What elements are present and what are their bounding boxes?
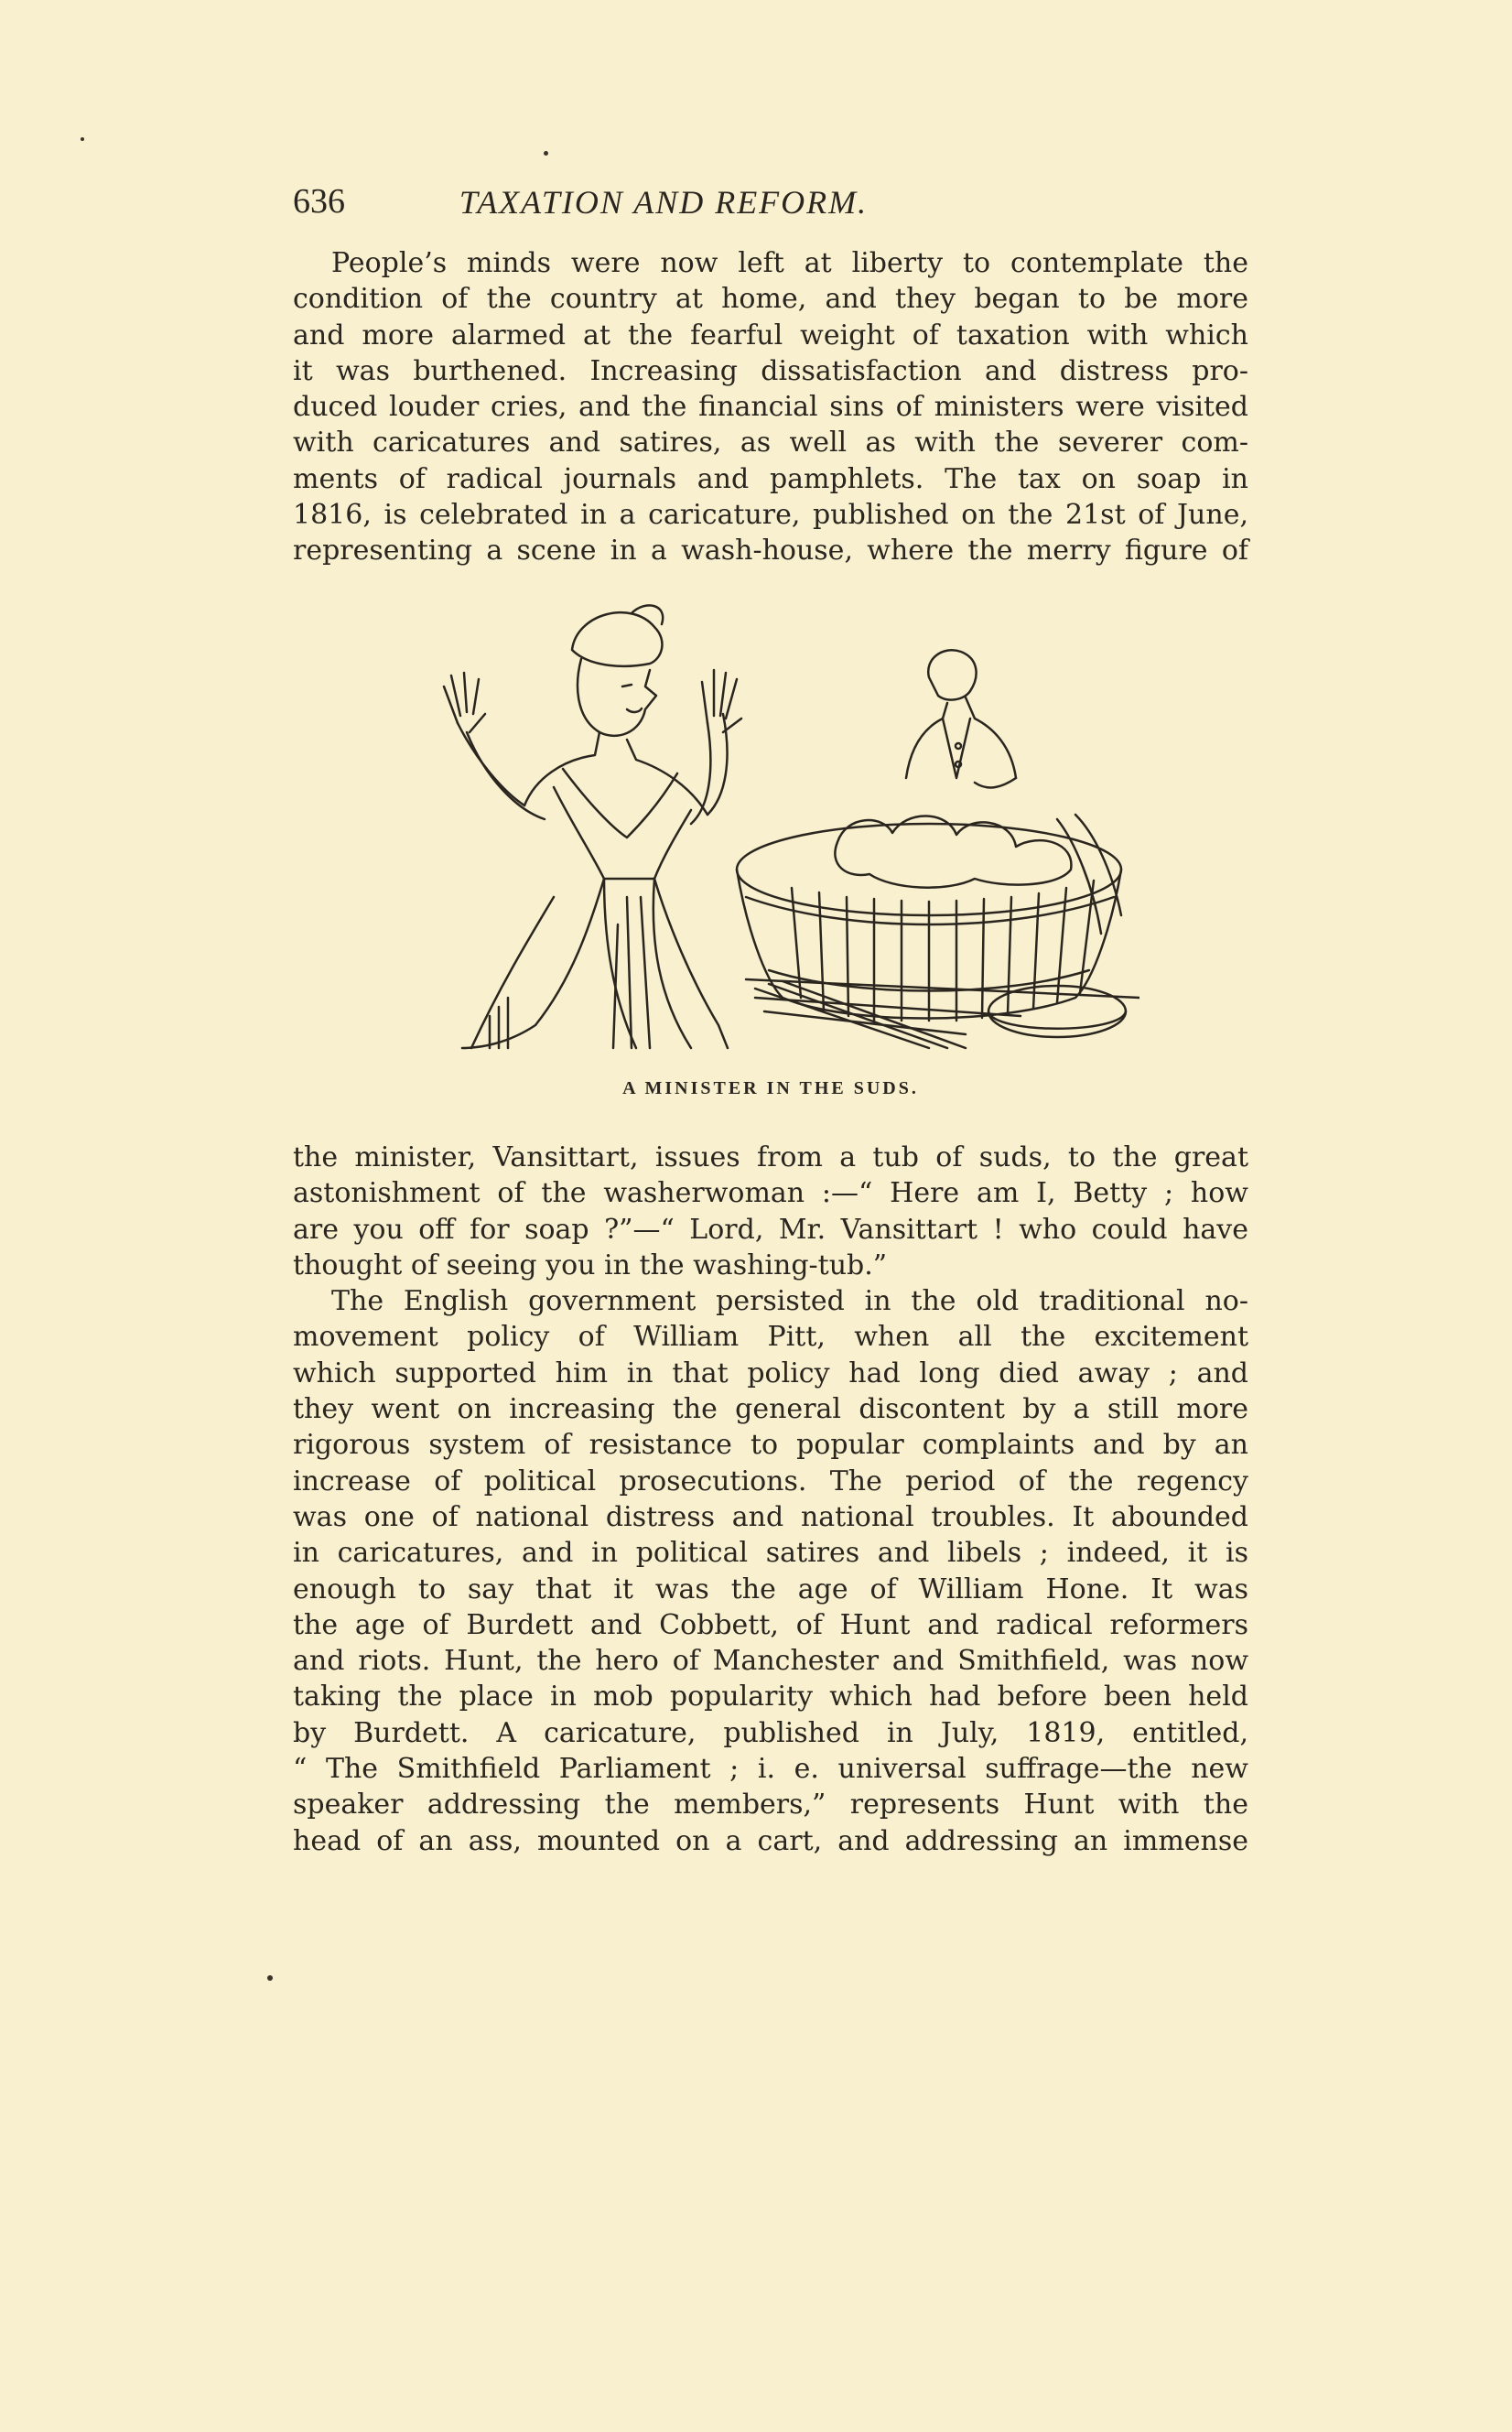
text-line: was one of national distress and national troubles. It abounded [293,1500,1248,1533]
caricature-illustration [416,595,1139,1053]
text-line: ments of radical journals and pamphlets. The tax on soap in [293,462,1248,495]
figure-caption: A MINISTER IN THE SUDS. [622,1078,919,1098]
text-line: rigorous system of resistance to popular complaints and by an [293,1429,1248,1462]
paragraph-opening [293,245,1248,569]
page-number: 636 [293,182,345,221]
text-line: People’s minds were now left at liberty to contemplate the [331,247,1248,279]
text-line: are you off for soap ?”—“ Lord, Mr. Vansittart ! who could have [293,1213,1248,1246]
text-line: increase of political prosecutions. The period of the regency [293,1465,1248,1497]
text-line: The English government persisted in the old traditional no- [331,1285,1248,1318]
text-line: taking the place in mob popularity which had before been held [293,1681,1248,1713]
text-line: speaker addressing the members,” represents Hunt with the [293,1789,1248,1821]
text-line: representing a scene in a wash-house, where the merry figure of [293,535,1248,567]
text-line: condition of the country at home, and they began to be more [293,283,1248,316]
text-line: duced louder cries, and the financial sins of ministers were visited [293,391,1248,424]
text-line: movement policy of William Pitt, when all the excitement [293,1321,1248,1354]
page-header [293,181,1034,227]
text-line: astonishment of the washerwoman :—“ Here am I, Betty ; how [293,1177,1248,1210]
text-line: the age of Burdett and Cobbett, of Hunt and radical reformers [293,1608,1248,1641]
text-line: enough to say that it was the age of William Hone. It was [293,1573,1248,1605]
text-line: 1816, is celebrated in a caricature, published on the 21st of June, [293,499,1248,532]
text-line: “ The Smithfield Parliament ; i. e. universal suffrage—the new [293,1753,1248,1786]
text-line: they went on increasing the general discontent by a still more [293,1393,1248,1426]
text-line: which supported him in that policy had long died away ; and [293,1357,1248,1389]
paragraph-body [293,1140,1248,1859]
text-line: by Burdett. A caricature, published in July, 1819, entitled, [293,1716,1248,1749]
paper-speck [544,151,548,156]
paper-speck [267,1975,273,1981]
text-line: the minister, Vansittart, issues from a tub of suds, to the great [293,1141,1248,1173]
paper-speck [81,137,84,141]
text-line: thought of seeing you in the washing-tub.” [293,1248,888,1281]
text-line: and riots. Hunt, the hero of Manchester and Smithfield, was now [293,1645,1248,1678]
text-line: it was burthened. Increasing dissatisfaction and distress pro- [293,354,1248,387]
text-line: in caricatures, and in political satires and libels ; indeed, it is [293,1537,1248,1570]
text-line: and more alarmed at the fearful weight of taxation with which [293,319,1248,351]
running-title: TAXATION AND REFORM. [459,184,869,221]
washerwoman-and-minister-engraving [416,595,1139,1053]
text-line: with caricatures and satires, as well as with the severer com- [293,427,1248,459]
text-line: head of an ass, mounted on a cart, and addressing an immense [293,1824,1248,1857]
